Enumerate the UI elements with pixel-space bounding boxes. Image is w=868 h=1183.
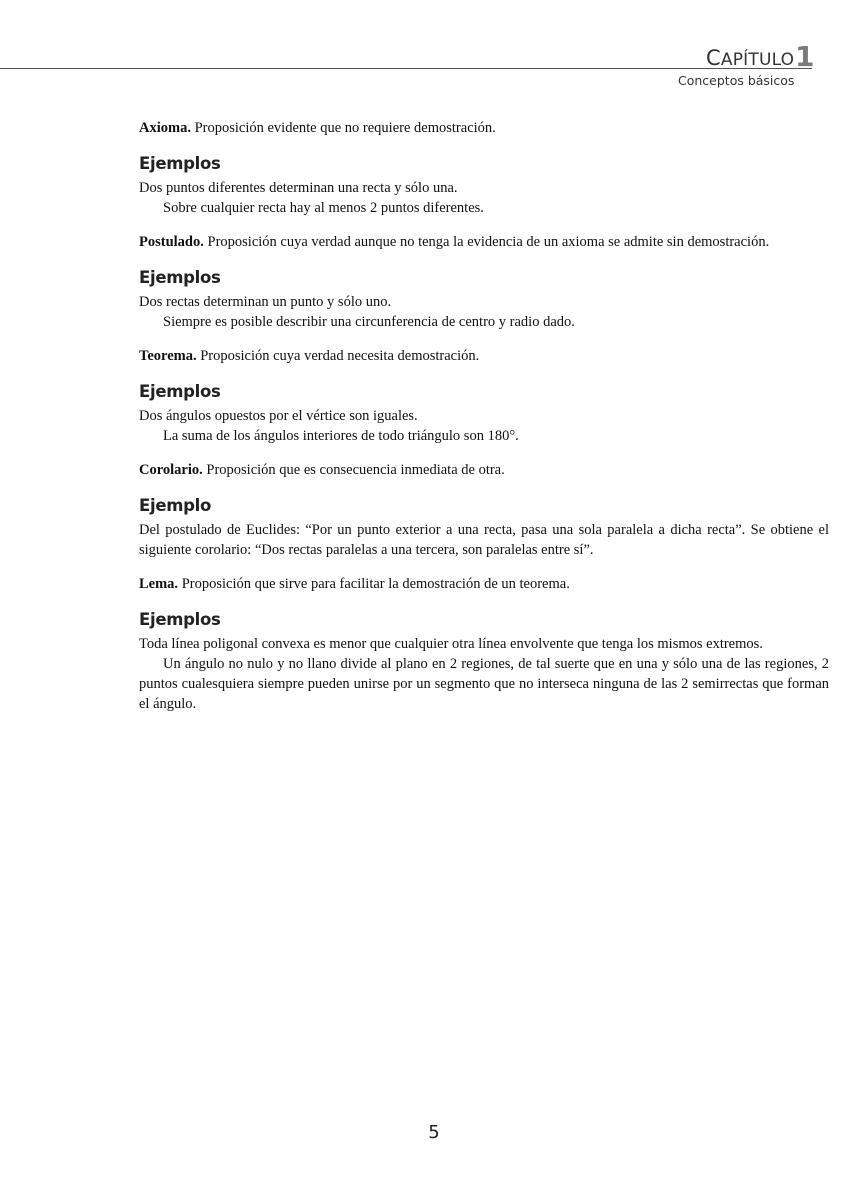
examples-block: [139, 178, 829, 218]
main-content: [139, 118, 829, 728]
header-rule: [0, 68, 812, 69]
definition-text: Proposición cuya verdad aunque no tenga la evidencia de un axioma se admite sin demostración.: [203, 234, 770, 250]
examples-block: [139, 406, 829, 446]
definition-lema: [139, 574, 829, 594]
definition-text: Proposición cuya verdad necesita demostración.: [196, 348, 480, 364]
page-number: 5: [428, 1122, 440, 1143]
example-line: La suma de los ángulos interiores de todo triángulo son 180°.: [163, 428, 519, 444]
chapter-number: 1: [795, 40, 815, 73]
definition-axioma: [139, 118, 829, 138]
definition-text: Proposición evidente que no requiere demostración.: [190, 120, 496, 136]
chapter-label-initial: C: [706, 46, 721, 70]
definition-term: Teorema.: [139, 348, 197, 364]
definition-term: Postulado.: [139, 234, 204, 250]
example-line: Siempre es posible describir una circunferencia de centro y radio dado.: [163, 314, 575, 330]
example-line: Dos ángulos opuestos por el vértice son iguales.: [139, 408, 418, 424]
examples-heading: Ejemplos: [139, 610, 221, 629]
chapter-label: [706, 46, 794, 70]
examples-block: [139, 634, 829, 714]
definition-postulado: [139, 232, 829, 252]
examples-block: [139, 520, 829, 560]
example-line: Dos puntos diferentes determinan una recta y sólo una.: [139, 180, 458, 196]
definition-term: Lema.: [139, 576, 179, 592]
examples-heading: Ejemplos: [139, 268, 221, 287]
definition-term: Axioma.: [139, 120, 191, 136]
definition-teorema: [139, 346, 829, 366]
definition-text: Proposición que sirve para facilitar la demostración de un teorema.: [178, 576, 570, 592]
chapter-label-rest: APÍTULO: [720, 50, 795, 70]
chapter-subtitle: Conceptos básicos: [678, 73, 795, 88]
example-line: Dos rectas determinan un punto y sólo uno.: [139, 294, 392, 310]
definition-corolario: [139, 460, 829, 480]
examples-heading: Ejemplos: [139, 382, 221, 401]
examples-heading: Ejemplos: [139, 154, 221, 173]
example-line: Sobre cualquier recta hay al menos 2 puntos diferentes.: [163, 200, 484, 216]
example-line: Del postulado de Euclides: “Por un punto exterior a una recta, pasa una sola paralela a dicha recta”. Se obtiene el siguiente corolario: “Dos rectas paralelas a una tercera, son paralelas entre sí”.: [139, 522, 829, 558]
examples-block: [139, 292, 829, 332]
definition-text: Proposición que es consecuencia inmediata de otra.: [202, 462, 505, 478]
example-heading: Ejemplo: [139, 496, 212, 515]
example-line: Un ángulo no nulo y no llano divide al plano en 2 regiones, de tal suerte que en una y sólo una de las regiones, 2 puntos cualesquiera siempre pueden unirse por un segmento que no interseca ninguna de las 2 semirrectas que forman el ángulo.: [139, 656, 829, 712]
example-line: Toda línea poligonal convexa es menor que cualquier otra línea envolvente que tenga los mismos extremos.: [139, 636, 763, 652]
definition-term: Corolario.: [139, 462, 203, 478]
